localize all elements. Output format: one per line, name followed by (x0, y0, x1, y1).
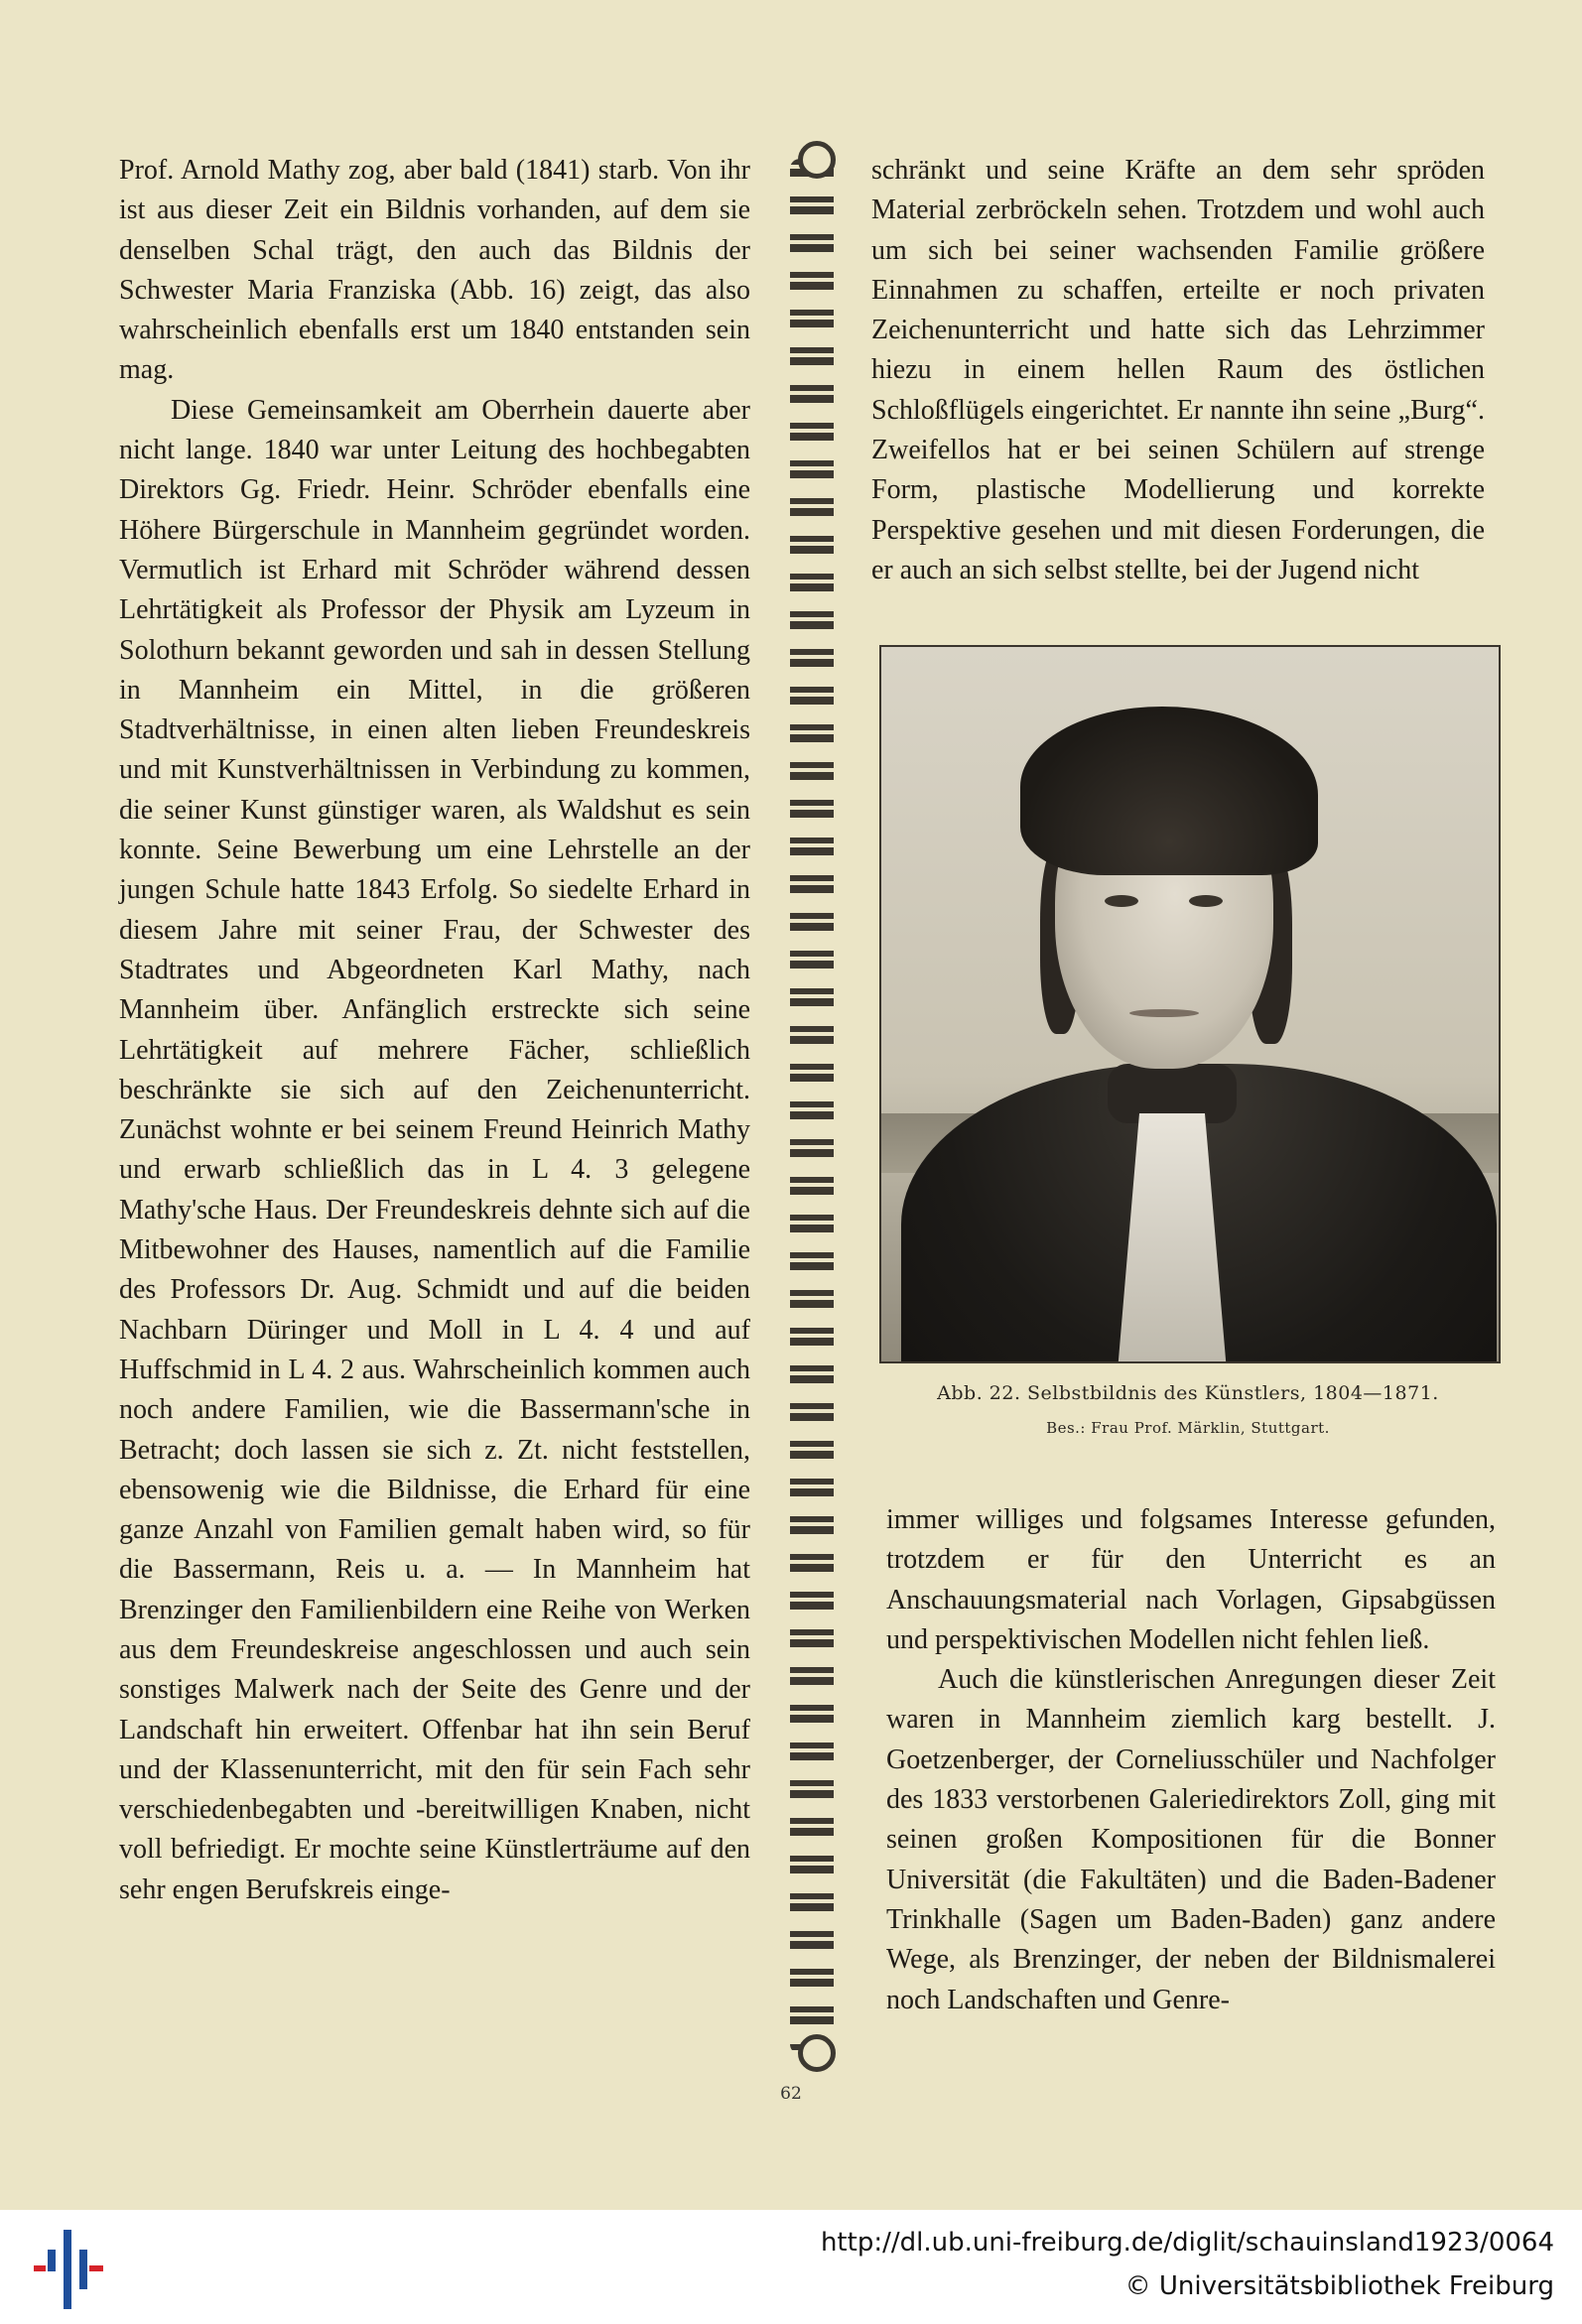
left-text-column (119, 151, 750, 1910)
figure-caption: Abb. 22. Selbstbildnis des Künstlers, 1804—1871. (937, 1382, 1439, 1404)
copyright-notice: © Universitätsbibliothek Freiburg (1124, 2271, 1554, 2301)
page-number: 62 (780, 2084, 802, 2104)
left-paragraph-2: Diese Gemeinsamkeit am Oberrhein dauerte aber nicht lange. 1840 war unter Leitung des hochbegabten Direktors Gg. Friedr. Heinr. Schröder ebenfalls eine Höhere Bürgerschule in Mannheim gegründet worden. Vermutlich ist Erhard mit Schröder während dessen Lehrtätigkeit als Professor der Physik am Lyzeum in Solothurn bekannt geworden und sah in dessen Stellung in Mannheim ein Mittel, in die größeren Stadtverhältnisse, in einen alten lieben Freundeskreis und mit Kunstverhältnissen in Verbindung zu kommen, die seiner Kunst günstiger waren, als Waldshut es sein konnte. Seine Bewerbung um eine Lehrstelle an der jungen Schule hatte 1843 Erfolg. So siedelte Erhard in diesem Jahre mit seiner Frau, der Schwester des Stadtrates und Abgeordneten Karl Mathy, nach Mannheim über. Anfänglich erstreckte sich seine Lehrtätigkeit auf mehrere Fächer, schließlich beschränkte sie sich auf den Zeichenunterricht. Zunächst wohnte er bei seinem Freund Heinrich Mathy und erwarb schließlich das in L 4. 3 gelegene Mathy'sche Haus. Der Freundeskreis dehnte sich auf die Mitbewohner des Hauses, namentlich auf die Familie des Professors Dr. Aug. Schmidt und auf die beiden Nachbarn Düringer und Moll in L 4. 4 und auf Huffschmid in L 4. 2 aus. Wahrscheinlich kommen auch noch andere Familien, wie die Bassermann'sche in Betracht; doch lassen sie sich z. Zt. nicht feststellen, ebensowenig wie die Bildnisse, die Erhard für eine ganze Anzahl von Familien gemalt haben wird, so für die Bassermann, Reis u. a. — In Mannheim hat Brenzinger den Familienbildern eine Reihe von Werken aus dem Freundeskreise angeschlossen und auch sein sonstiges Malwerk nach der Seite des Genre und der Landschaft hin erweitert. Offenbar hat ihn sein Beruf und der Klassenunterricht, mit den für sein Fach sehr verschiedenbegabten und -bereitwilligen Knaben, nicht voll befriedigt. Er mochte seine Künstlerträume auf den sehr engen Berufskreis einge- (119, 394, 750, 1905)
self-portrait-image (879, 645, 1501, 1363)
portrait-eye-left (1105, 895, 1138, 907)
left-paragraph-1: Prof. Arnold Mathy zog, aber bald (1841) starb. Von ihr ist aus dieser Zeit ein Bildnis vorhanden, auf dem sie denselben Schal trägt, den auch das Bildnis der Schwester Maria Franziska (Abb. 16) zeigt, das also wahrscheinlich ebenfalls erst um 1840 entstanden sein mag. (119, 155, 750, 386)
right-text-column-bottom (886, 1500, 1496, 2020)
right-bottom-paragraph-2: Auch die künstlerischen Anregungen dieser Zeit waren in Mannheim ziemlich karg bestellt. J. Goetzenberger, der Corneliusschüler und Nachfolger des 1833 verstorbenen Galeriedirektors Zoll, ging mit seinen großen Kompositionen für die Bonner Universität (die Fakultäten) und die Baden-Badener Trinkhalle (Sagen um Baden-Baden) ganz andere Wege, als Brenzinger, der neben der Bildnismalerei noch Landschaften und Genre- (886, 1664, 1496, 2015)
figure-credit: Bes.: Frau Prof. Märklin, Stuttgart. (1046, 1419, 1330, 1437)
right-text-column-top (871, 151, 1485, 590)
right-bottom-paragraph-1: immer williges und folgsames Interesse gefunden, trotzdem er für den Unterricht es an Anschauungsmaterial nach Vorlagen, Gipsabgüssen und perspektivischen Modellen nicht fehlen ließ. (886, 1504, 1496, 1655)
decorative-column-ornament (790, 159, 834, 2054)
footer-bar (0, 2210, 1582, 2324)
portrait-mouth (1129, 1009, 1199, 1017)
document-url-link[interactable]: http://dl.ub.uni-freiburg.de/diglit/schauinsland1923/0064 (820, 2228, 1554, 2258)
right-top-paragraph-1: schränkt und seine Kräfte an dem sehr spröden Material zerbröckeln sehen. Trotzdem und wohl auch um sich bei seiner wachsenden Familie größere Einnahmen zu schaffen, erteilte er noch privaten Zeichenunterricht und hatte sich das Lehrzimmer hiezu in einem hellen Raum des östlichen Schloßflügels eingerichtet. Er nannte ihn seine „Burg“. Zweifellos hat er bei seinen Schülern auf strenge Form, plastische Modellierung und korrekte Perspektive gesehen und mit diesen Forderungen, die er auch an sich selbst stellte, bei der Jugend nicht (871, 155, 1485, 585)
library-logo-icon (34, 2230, 103, 2309)
portrait-eye-right (1189, 895, 1223, 907)
